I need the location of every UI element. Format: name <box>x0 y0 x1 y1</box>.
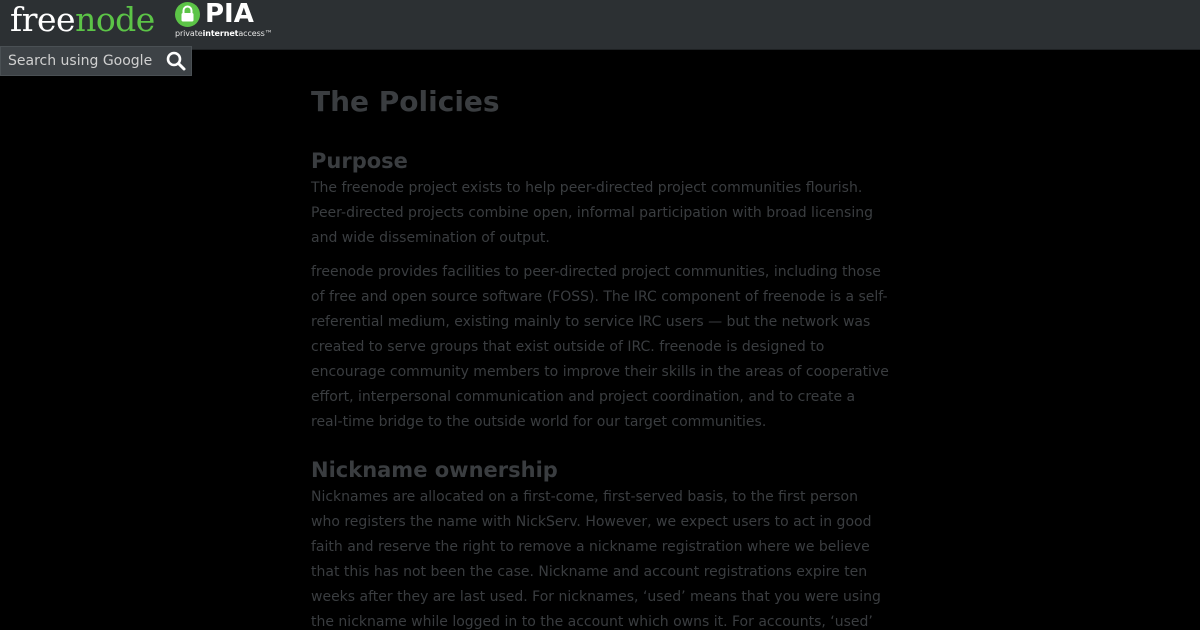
pia-wordmark: PIA <box>205 0 254 29</box>
section-heading-nickname-ownership: Nickname ownership <box>311 458 558 482</box>
pia-sponsor-logo-link[interactable] <box>175 2 277 42</box>
policies-content <box>311 78 891 630</box>
freenode-logo-link[interactable] <box>10 0 155 44</box>
search-input[interactable] <box>1 47 161 75</box>
brand-node-text: node <box>75 0 155 39</box>
pia-tagline-internet: internet <box>202 29 239 38</box>
section-heading-purpose: Purpose <box>311 149 408 173</box>
search-box <box>0 46 192 76</box>
lock-icon <box>175 2 200 27</box>
search-button[interactable] <box>165 50 187 72</box>
brand-free-text: free <box>10 0 76 39</box>
top-navigation-bar <box>0 0 1200 50</box>
search-icon <box>165 50 187 72</box>
nickname-ownership-paragraph-1: Nicknames are allocated on a first-come, first-served basis, to the first person who registers the name with NickServ. However, we expect users to act in good faith and reserve the right to remove a nickname registration where we believe that this has not been the case. Nickname and account registrations expire ten weeks after they are last used. For nicknames, ‘used’ means that you were using the nickname while logged in to the account which owns it. For accounts, ‘used’ <box>311 489 881 630</box>
pia-tagline <box>175 29 273 38</box>
purpose-paragraph-2: freenode provides facilities to peer-directed project communities, including those of free and open source software (FOSS). The IRC component of freenode is a self-referential medium, existing mainly to service IRC users — but the network was created to serve groups that exist outside of IRC. freenode is designed to encourage community members to improve their skills in the areas of cooperative effort, interpersonal communication and project coordination, and to create a real-time bridge to the outside world for our target communities. <box>311 264 889 430</box>
pia-tagline-private: private <box>175 29 203 38</box>
page-title: The Policies <box>311 85 500 118</box>
pia-tagline-access: access™ <box>238 29 273 38</box>
purpose-paragraph-1: The freenode project exists to help peer-directed project communities flourish. Peer-directed projects combine open, informal participation with broad licensing and wide dissemination of output. <box>311 180 873 246</box>
